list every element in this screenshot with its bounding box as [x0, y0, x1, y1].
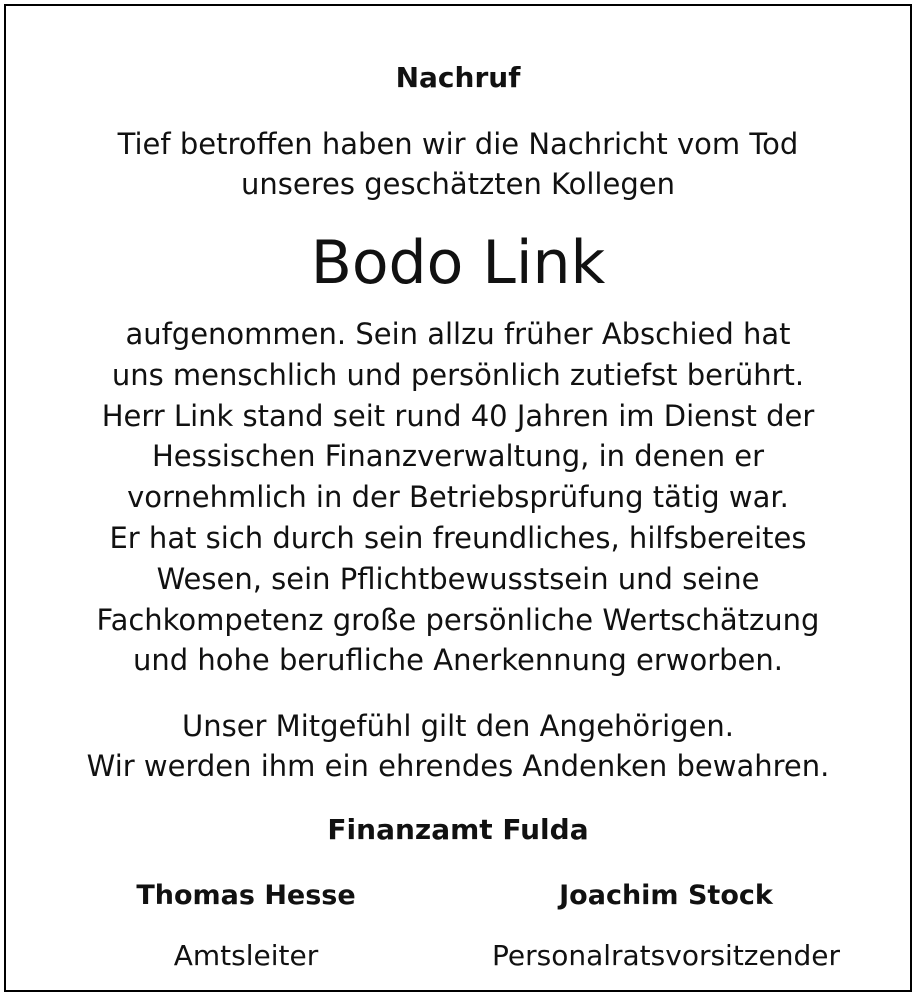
closing-line: Unser Mitgefühl gilt den Angehörigen.: [181, 709, 735, 743]
deceased-name: Bodo Link: [310, 228, 606, 298]
body-line: Wesen, sein Pflichtbewusstsein und seine: [156, 561, 760, 596]
closing-line: Wir werden ihm ein ehrendes Andenken bewahren.: [86, 749, 830, 783]
signatory-name: Joachim Stock: [559, 880, 773, 911]
body-text: [6, 314, 910, 681]
intro-line: Tief betroffen haben wir die Nachricht vom Tod: [117, 127, 799, 161]
intro-line: unseres geschätzten Kollegen: [241, 167, 675, 201]
signatory-role: Personalratsvorsitzender: [491, 939, 840, 972]
organization-name: Finanzamt Fulda: [327, 813, 589, 846]
obituary-frame: [4, 4, 912, 992]
body-line: und hohe berufliche Anerkennung erworben.: [133, 643, 783, 678]
body-line: Hessischen Finanzverwaltung, in denen er: [151, 439, 765, 474]
body-line: Herr Link stand seit rund 40 Jahren im Dienst der: [101, 398, 815, 433]
intro-text: [6, 124, 910, 204]
signatory-name: Thomas Hesse: [136, 880, 356, 911]
body-line: Er hat sich durch sein freundliches, hilfsbereites: [109, 520, 807, 555]
closing-text: [6, 706, 910, 786]
signatory-role: Amtsleiter: [173, 939, 319, 972]
body-line: aufgenommen. Sein allzu früher Abschied hat: [125, 317, 791, 351]
body-line: vornehmlich in der Betriebsprüfung tätig war.: [127, 480, 789, 515]
body-line: uns menschlich und persönlich zutiefst berührt.: [111, 357, 805, 392]
body-line: Fachkompetenz große persönliche Wertschätzung: [96, 602, 820, 637]
obituary-title: Nachruf: [395, 61, 521, 94]
